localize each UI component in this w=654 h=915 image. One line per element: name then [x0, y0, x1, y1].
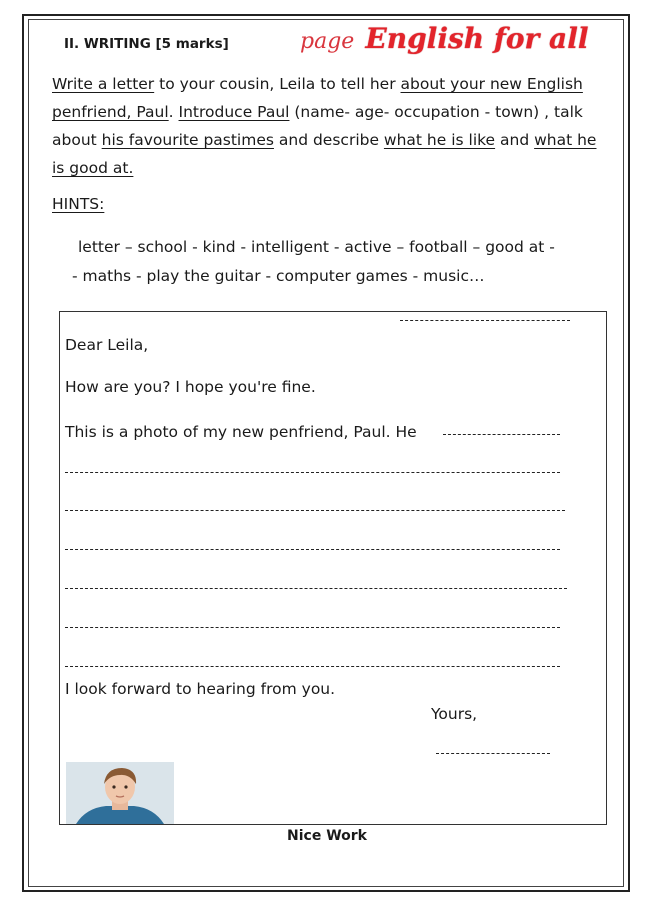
answer-line[interactable]	[443, 434, 560, 435]
letter-closing: I look forward to hearing from you.	[65, 680, 336, 698]
task-part: about your new English penfriend, Paul	[52, 75, 583, 121]
date-line[interactable]	[400, 320, 570, 321]
answer-line[interactable]	[65, 666, 560, 667]
task-part: Introduce Paul	[178, 103, 290, 121]
task-part: and	[495, 131, 535, 149]
brand-watermark	[300, 22, 588, 55]
hints-list	[72, 233, 608, 291]
answer-line[interactable]	[65, 549, 560, 550]
task-part: his favourite pastimes	[101, 131, 274, 149]
brand-page-label: page	[300, 29, 355, 54]
hints-line-1: letter – school - kind - intelligent - active – football – good at -	[78, 238, 555, 256]
task-part: (name- age- occupation - town) , talk about	[52, 103, 583, 149]
hints-title: HINTS:	[52, 195, 105, 213]
task-part: and describe	[273, 131, 384, 149]
answer-line[interactable]	[65, 472, 560, 473]
letter-intro: This is a photo of my new penfriend, Paul. He	[65, 423, 417, 441]
hints-line-2: - maths - play the guitar - computer games - music…	[72, 267, 485, 285]
task-part: what he is good at.	[52, 131, 597, 177]
answer-line[interactable]	[65, 510, 565, 511]
signature-line[interactable]	[436, 753, 550, 754]
answer-line[interactable]	[65, 588, 567, 589]
letter-salutation: Dear Leila,	[65, 336, 149, 354]
boy-portrait-icon	[66, 762, 174, 824]
section-title: II. WRITING [5 marks]	[64, 36, 229, 52]
footer-text: Nice Work	[287, 828, 367, 844]
task-part: to your cousin, Leila to tell her	[154, 75, 401, 93]
task-part: what he is like	[383, 131, 496, 149]
letter-greeting: How are you? I hope you're fine.	[65, 378, 316, 396]
penfriend-photo	[66, 762, 174, 824]
task-instructions	[52, 70, 597, 182]
brand-name: English for all	[365, 22, 589, 55]
task-part: .	[168, 103, 179, 121]
answer-line[interactable]	[65, 627, 560, 628]
letter-signoff: Yours,	[431, 705, 478, 723]
task-part: Write a letter	[52, 75, 155, 93]
